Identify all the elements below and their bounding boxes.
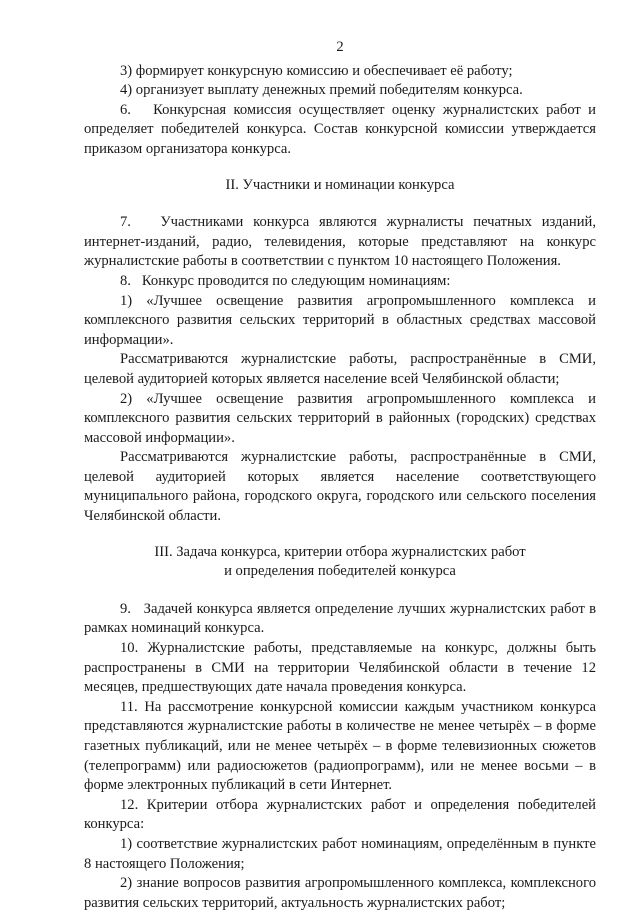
nomination-2-description: Рассматриваются журналистские работы, распространённые в СМИ, целевой аудиторией которых является население соответствующего муниципального района, городского округа, городского или сельского поселения Челябинской области. <box>84 449 596 525</box>
section-3-heading-line-1: III. Задача конкурса, критерии отбора журналистских работ <box>154 543 526 560</box>
paragraph-6: 6. Конкурсная комиссия осуществляет оценку журналистских работ и определяет победителей конкурса. Состав конкурсной комиссии утверждается приказом организатора конкурса. <box>84 101 596 157</box>
paragraph-item-3: 3) формирует конкурсную комиссию и обеспечивает её работу; <box>120 62 513 79</box>
section-2-heading: II. Участники и номинации конкурса <box>225 176 455 193</box>
paragraph-11: 11. На рассмотрение конкурсной комиссии каждым участником конкурса представляются журналистские работы в количестве не менее четырёх – в форме газетных публикаций, или не менее четырёх – в форме телевизионных сюжетов (телепрограмм) или радиосюжетов (радиопрограмм), или не менее восьми – в форме электронных публикаций в сети Интернет. <box>84 698 596 794</box>
paragraph-8: 8. Конкурс проводится по следующим номинациям: <box>120 272 451 289</box>
paragraph-9: 9. Задачей конкурса является определение лучших журналистских работ в рамках номинаций конкурса. <box>84 600 596 637</box>
nomination-1: 1) «Лучшее освещение развития агропромышленного комплекса и комплексного развития сельских территорий в областных средствах массовой информации». <box>84 292 596 348</box>
paragraph-10: 10. Журналистские работы, представляемые на конкурс, должны быть распространены в СМИ на территории Челябинской области в течение 12 месяцев, предшествующих дате начала проведения конкурса. <box>84 640 596 696</box>
nomination-1-description: Рассматриваются журналистские работы, распространённые в СМИ, целевой аудиторией которых является население всей Челябинской области; <box>84 351 596 387</box>
section-3-heading-line-2: и определения победителей конкурса <box>224 563 456 580</box>
page-number: 2 <box>336 39 344 55</box>
criterion-2: 2) знание вопросов развития агропромышленного комплекса, комплексного развития сельских территорий, актуальность журналистских работ; <box>84 875 596 911</box>
nomination-2: 2) «Лучшее освещение развития агропромышленного комплекса и комплексного развития сельских территорий в районных (городских) средствах массовой информации». <box>84 390 596 446</box>
document-page <box>84 38 596 913</box>
paragraph-12: 12. Критерии отбора журналистских работ и определения победителей конкурса: <box>84 796 596 833</box>
paragraph-7: 7. Участниками конкурса являются журналисты печатных изданий, интернет-изданий, радио, телевидения, которые представляют на конкурс журналистские работы в соответствии с пунктом 10 настоящего Положения. <box>84 214 596 270</box>
section-2-heading-block <box>84 176 596 196</box>
paragraph-item-4: 4) организует выплату денежных премий победителям конкурса. <box>120 82 523 99</box>
section-3-heading-block <box>84 543 596 582</box>
criterion-1: 1) соответствие журналистских работ номинациям, определённым в пункте 8 настоящего Положения; <box>84 835 596 872</box>
